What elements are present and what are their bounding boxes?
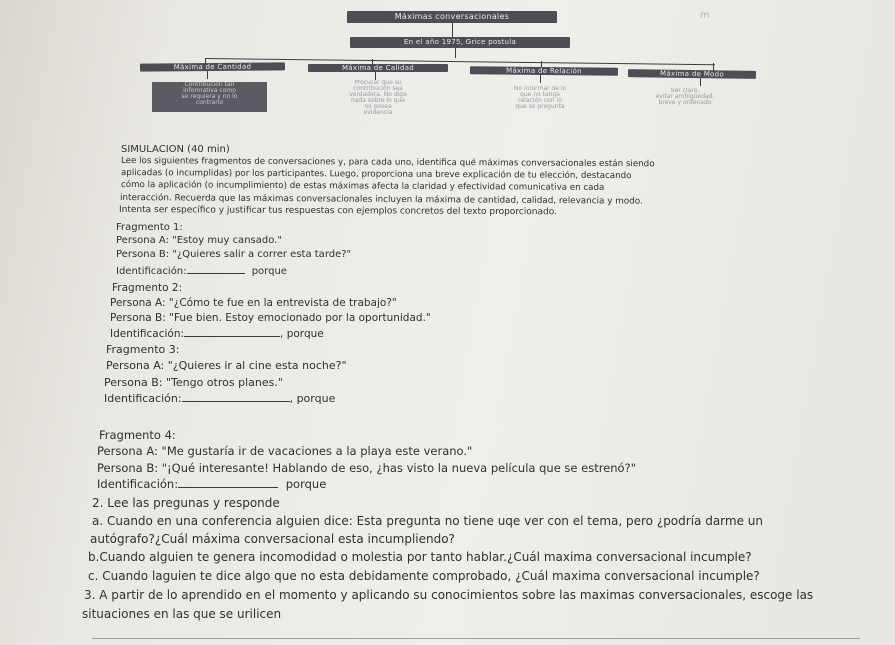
- fragment-3-title: Fragmento 3:: [106, 343, 180, 356]
- fragment-2-identification: [110, 327, 324, 340]
- fragment-1-title: Fragmento 1:: [116, 222, 183, 233]
- fragment-3-persona-b: Persona B: "Tengo otros planes.": [104, 376, 283, 389]
- because-word: porque: [285, 477, 327, 491]
- connector: [375, 72, 376, 80]
- question-2-title: 2. Lee las pregunas y responde: [92, 496, 280, 510]
- because-word: , porque: [289, 392, 336, 405]
- question-3-line-1: 3. A partir de lo aprendido en el momento y aplicando su conocimientos sobre las maximas conversacionales, escoge las: [84, 588, 814, 602]
- bottom-rule: [92, 638, 860, 639]
- question-2b: b.Cuando alguien te genera incomodidad o molestia por tanto hablar.¿Cuál maxima conversacional incumple?: [88, 550, 752, 564]
- identification-label: Identificación:: [97, 477, 179, 491]
- connector: [455, 48, 456, 58]
- identification-label: Identificación:: [116, 266, 187, 277]
- fragment-1-persona-a: Persona A: "Estoy muy cansado.": [116, 235, 282, 246]
- connector: [452, 23, 453, 37]
- fragment-2-title: Fragmento 2:: [112, 282, 183, 294]
- box-maxima-calidad: Máxima de Calidad: [308, 64, 448, 72]
- corner-mark: m: [700, 10, 710, 21]
- connector: [700, 78, 701, 86]
- fragment-4-title: Fragmento 4:: [99, 428, 176, 442]
- question-2c: c. Cuando laguien te dice algo que no esta debidamente comprobado, ¿Cuál maxima conversacional incumple?: [88, 569, 760, 583]
- instruction-line: interacción. Recuerda que las máximas conversacionales incluyen la máxima de cantidad, calidad, relevancia y modo.: [119, 193, 643, 207]
- fragment-4-persona-a: Persona A: "Me gustaría ir de vacaciones a la playa este verano.": [97, 444, 473, 458]
- question-2a-line-1: a. Cuando en una conferencia alguien dice: Esta pregunta no tiene uqe ver con el tema, pero ¿podría darme un: [92, 514, 763, 528]
- fragment-2-persona-b: Persona B: "Fue bien. Estoy emocionado por la oportunidad.": [110, 312, 431, 324]
- box-maxima-cantidad: Máxima de Cantidad: [140, 62, 285, 71]
- instruction-line: cómo la aplicación (o incumplimiento) de estas máximas afecta la claridad y efectividad comunicativa en cada: [120, 180, 605, 193]
- fragment-4-persona-b: Persona B: "¡Qué interesante! Hablando de eso, ¿has visto la nueva película que se estrenó?": [97, 461, 636, 475]
- note-relacion: No informar de lo que no tenga relación con lo que se pregunta: [513, 86, 567, 110]
- diagram-title: Máximas conversacionales: [347, 11, 557, 23]
- instruction-line: Intenta ser específico y justificar tus respuestas con ejemplos concretos del texto proporcionado.: [118, 205, 557, 218]
- question-2a-line-2: autógrafo?¿Cuál máxima conversacional esta incumpliendo?: [90, 532, 455, 546]
- box-maxima-relacion: Máxima de Relación: [470, 66, 618, 76]
- fragment-1-persona-b: Persona B: "¿Quieres salir a correr esta tarde?": [116, 249, 352, 260]
- question-3-line-2: situaciones en las que se urilicen: [82, 607, 282, 621]
- instruction-line: Lee los siguientes fragmentos de conversaciones y, para cada uno, identifica qué máximas conversacionales están siendo: [120, 156, 655, 170]
- fragment-3-identification: [104, 392, 335, 405]
- fragment-1-identification: [116, 264, 287, 277]
- connector: [540, 75, 541, 83]
- connector: [207, 71, 208, 79]
- note-calidad: Procurar que su contribución sea verdadera. No diga nada sobre lo que no posea evidencia: [349, 80, 407, 116]
- instruction-line: aplicadas (o incumplidas) por los participantes. Luego, proporciona una breve explicación de tu elección, destacando: [120, 168, 632, 182]
- note-modo: Ser claro, evitar ambigüedad, breve y ordenado: [655, 88, 715, 106]
- identification-label: Identificación:: [104, 392, 182, 405]
- fragment-4-identification: [97, 477, 326, 491]
- answer-blank[interactable]: [178, 478, 278, 488]
- answer-blank[interactable]: [184, 327, 280, 337]
- identification-label: Identificación:: [110, 328, 185, 340]
- maximas-diagram: [0, 0, 895, 130]
- because-word: , porque: [280, 328, 324, 340]
- fragment-2-persona-a: Persona A: "¿Cómo te fue en la entrevista de trabajo?": [110, 297, 397, 309]
- answer-blank[interactable]: [187, 264, 245, 274]
- because-word: porque: [251, 266, 287, 277]
- note-cantidad: Contribución tan informativa como se requiera y no lo contrario: [152, 82, 267, 112]
- diagram-subtitle: En el año 1975, Grice postula: [350, 37, 570, 48]
- answer-blank[interactable]: [182, 392, 290, 402]
- simulacion-heading: SIMULACION (40 min): [121, 144, 230, 155]
- fragment-3-persona-a: Persona A: "¿Quieres ir al cine esta noche?": [106, 359, 347, 372]
- box-maxima-modo: Máxima de Modo: [628, 69, 756, 79]
